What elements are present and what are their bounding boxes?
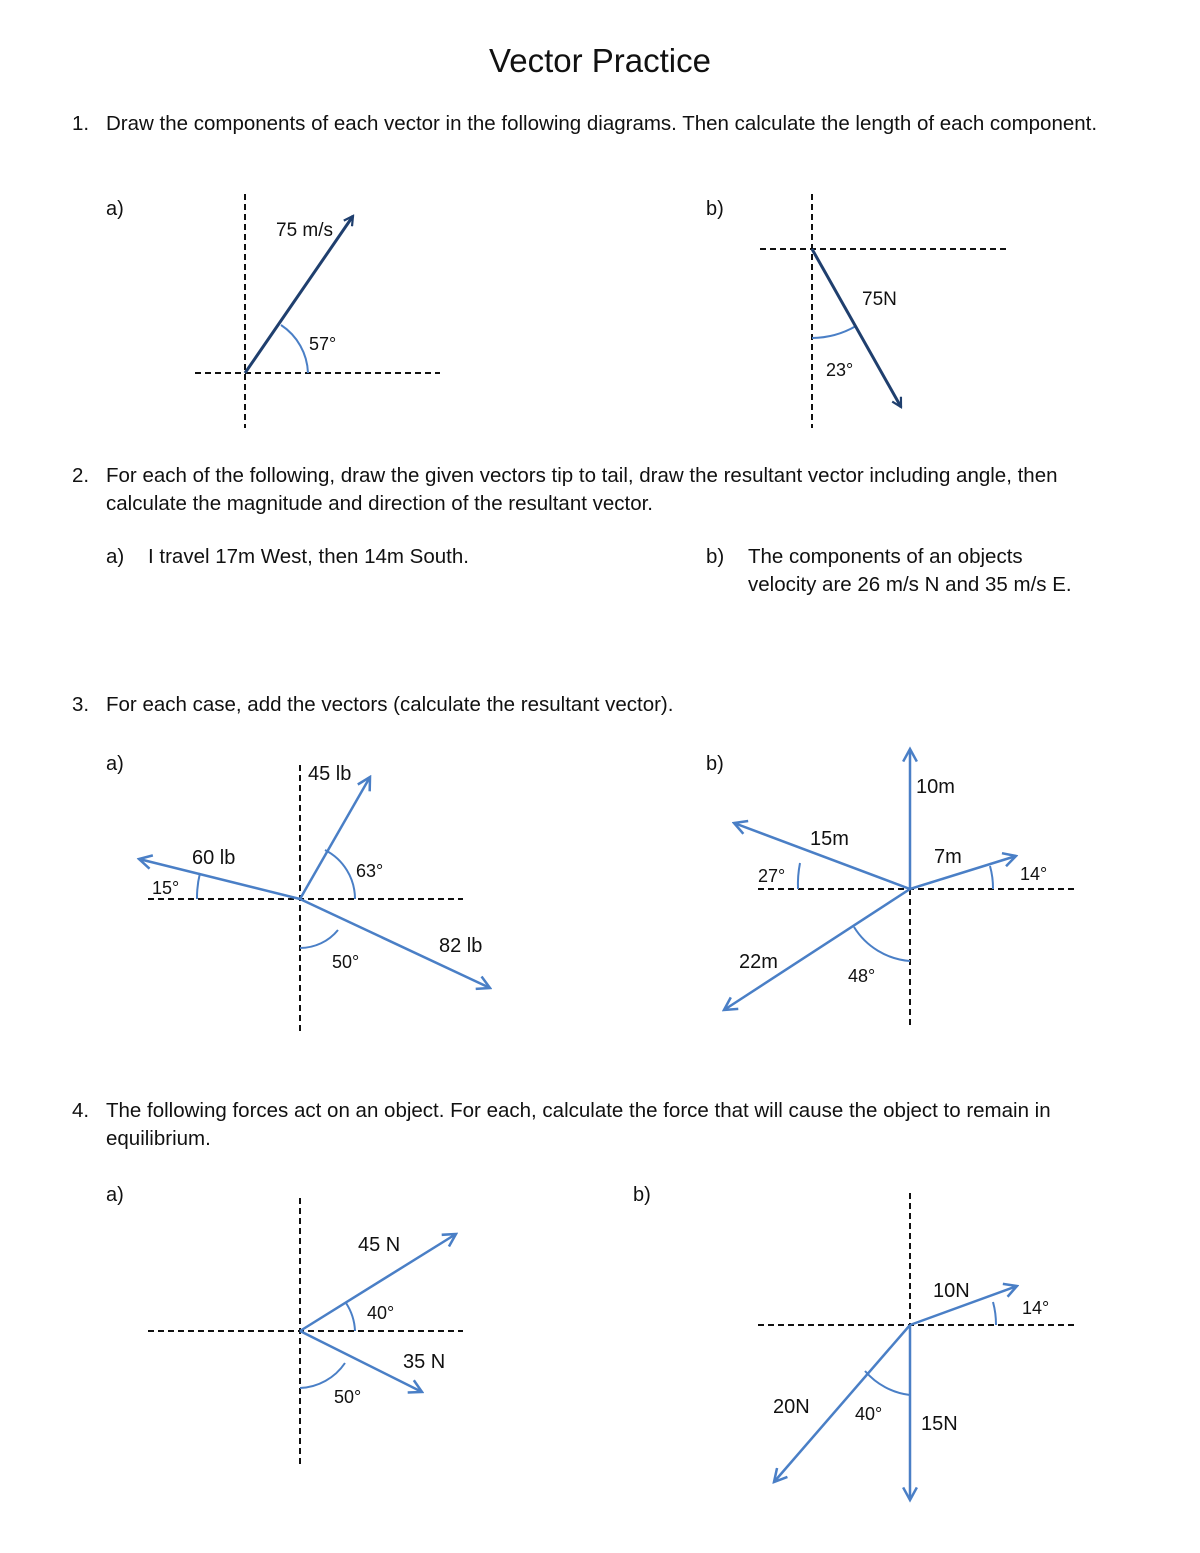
question-text: The following forces act on an object. For each, calculate the force that will cause the object to remain in equilibrium. xyxy=(106,1099,1051,1150)
angle-arc-40 xyxy=(346,1303,355,1331)
angle-label: 50° xyxy=(332,952,360,972)
vector-arrow xyxy=(812,249,901,407)
question-text: For each of the following, draw the given vectors tip to tail, draw the resultant vector including angle, then calculate the magnitude and direction of the resultant vector. xyxy=(106,464,1058,515)
vector-22m xyxy=(724,889,910,1010)
part-label: b) xyxy=(706,198,724,220)
vector-label: 22m xyxy=(739,951,778,973)
vector-label: 10N xyxy=(933,1280,970,1302)
question-number: 1. xyxy=(72,112,90,135)
vector-7m xyxy=(910,856,1016,889)
vector-label: 75 m/s xyxy=(276,220,334,241)
angle-label: 63° xyxy=(356,861,384,881)
part-label: a) xyxy=(106,545,125,568)
angle-label: 40° xyxy=(855,1404,883,1424)
angle-arc-50 xyxy=(300,930,338,948)
angle-arc-50 xyxy=(300,1363,345,1388)
vector-label: 75N xyxy=(862,289,897,310)
part-label: a) xyxy=(106,753,124,775)
diagram-3a xyxy=(106,753,490,1032)
vector-label: 35 N xyxy=(403,1351,446,1373)
question-number: 2. xyxy=(72,464,90,487)
diagram-4b xyxy=(633,1184,1075,1500)
angle-arc-63 xyxy=(325,850,355,899)
diagram-4a xyxy=(106,1184,463,1465)
angle-arc-40 xyxy=(865,1371,910,1395)
angle-label: 40° xyxy=(367,1303,395,1323)
angle-arc-15 xyxy=(197,873,200,899)
question-text: Draw the components of each vector in the following diagrams. Then calculate the length of each component. xyxy=(106,112,1098,135)
angle-label: 50° xyxy=(334,1387,362,1407)
part-text-line1: The components of an objects xyxy=(748,545,1023,568)
part-label: a) xyxy=(106,1184,124,1206)
part-text: I travel 17m West, then 14m South. xyxy=(148,545,469,568)
vector-label: 7m xyxy=(934,846,962,868)
vector-label: 82 lb xyxy=(439,935,483,957)
vector-label: 45 N xyxy=(358,1234,401,1256)
part-label: b) xyxy=(706,753,724,775)
angle-arc-27 xyxy=(798,863,800,889)
angle-label: 48° xyxy=(848,966,876,986)
angle-arc-48 xyxy=(854,927,910,961)
angle-label: 23° xyxy=(826,360,854,380)
angle-label: 14° xyxy=(1022,1298,1050,1318)
part-label: b) xyxy=(633,1184,651,1206)
question-number: 3. xyxy=(72,693,90,716)
angle-arc xyxy=(812,326,856,338)
part-text-line2: velocity are 26 m/s N and 35 m/s E. xyxy=(748,573,1072,596)
vector-label: 15m xyxy=(810,828,849,850)
angle-arc xyxy=(281,325,308,373)
vector-label: 20N xyxy=(773,1396,810,1418)
part-label: a) xyxy=(106,198,124,220)
question-text: For each case, add the vectors (calculate the resultant vector). xyxy=(106,693,674,716)
angle-arc-14 xyxy=(990,866,993,889)
angle-label: 14° xyxy=(1020,864,1048,884)
diagram-1a xyxy=(106,194,440,428)
angle-arc-14 xyxy=(993,1302,996,1325)
angle-label: 15° xyxy=(152,878,180,898)
vector-label: 10m xyxy=(916,776,955,798)
angle-label: 57° xyxy=(309,334,337,354)
question-number: 4. xyxy=(72,1099,90,1122)
angle-label: 27° xyxy=(758,866,786,886)
vector-label: 60 lb xyxy=(192,847,236,869)
vector-label: 45 lb xyxy=(308,763,352,785)
diagram-1b xyxy=(706,194,1008,428)
page-title: Vector Practice xyxy=(489,42,711,79)
diagram-3b xyxy=(706,749,1075,1025)
vector-label: 15N xyxy=(921,1413,958,1435)
part-label: b) xyxy=(706,545,725,568)
